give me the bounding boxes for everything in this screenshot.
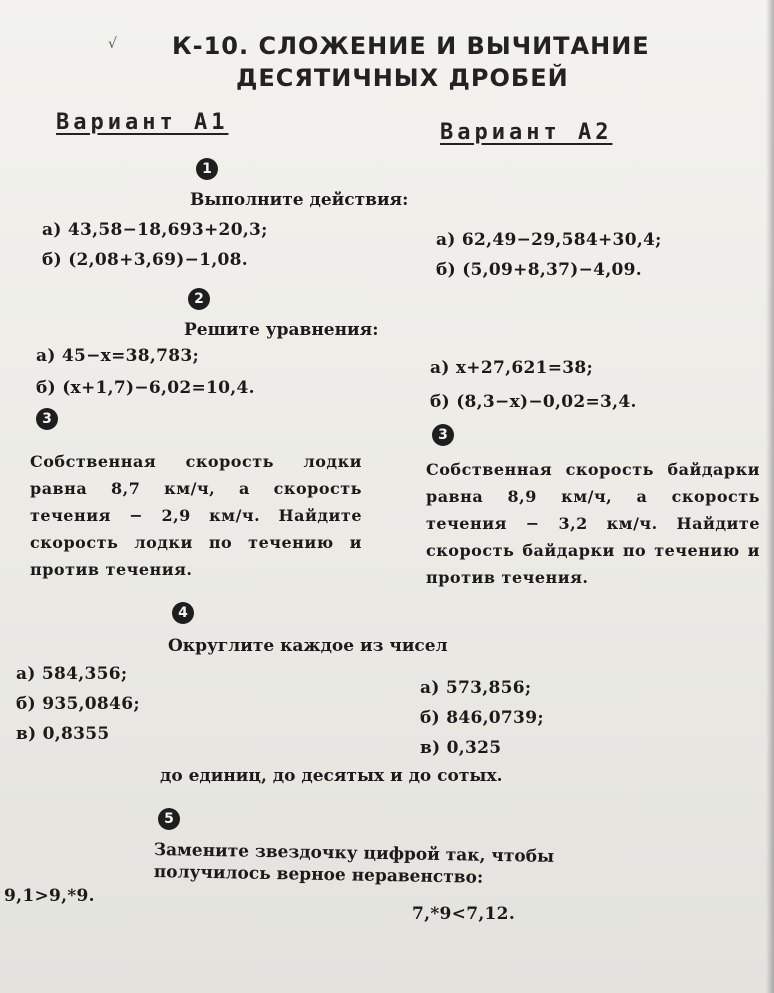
page-shadow-edge [766,0,774,993]
task1-heading: Выполните действия: [190,190,409,210]
task4-a1-item-b: б) 935,0846; [16,694,140,714]
task2-a1-item-b: б) (x+1,7)−6,02=10,4. [36,378,255,398]
task5-number-badge: 5 [158,808,180,830]
task2-number-badge: 2 [188,288,210,310]
task5-heading-line1: Замените звездочку цифрой так, чтобы [153,840,555,867]
task1-a2-item-a: а) 62,49−29,584+30,4; [436,230,662,250]
variant-a2-heading: Вариант А2 [440,120,613,145]
task4-a2-item-c: в) 0,325 [420,738,502,758]
task4-footer: до единиц, до десятых и до сотых. [160,766,503,786]
task5-a2-inequality: 7,*9<7,12. [412,904,516,924]
task3-a1-problem-text: Собственная скорость лодки равна 8,7 км/ч, а скорость течения − 2,9 км/ч. Найдите скорость лодки по течению и против течения. [30,452,362,579]
task2-a1-item-a: а) 45−x=38,783; [36,346,200,366]
task1-a1-item-a: а) 43,58−18,693+20,3; [42,220,268,240]
page-title-line1: К-10. СЛОЖЕНИЕ И ВЫЧИТАНИЕ [172,32,650,60]
task1-a2-item-b: б) (5,09+8,37)−4,09. [436,260,643,280]
task5-heading-line2: получилось верное неравенство: [153,862,484,888]
task4-a1-item-a: а) 584,356; [16,664,128,684]
task4-a1-item-c: в) 0,8355 [16,724,110,744]
task4-heading: Округлите каждое из чисел [168,636,448,656]
task4-number-badge: 4 [172,602,194,624]
task4-a2-item-b: б) 846,0739; [420,708,544,728]
task5-a1-inequality: 9,1>9,*9. [4,886,95,906]
variant-a1-heading: Вариант А1 [56,110,229,135]
task1-number-badge: 1 [196,158,218,180]
task2-a2-item-b: б) (8,3−x)−0,02=3,4. [430,392,637,412]
task3-a1-number-badge: 3 [36,408,58,430]
task3-a2-number-badge: 3 [432,424,454,446]
page-title-line2: ДЕСЯТИЧНЫХ ДРОБЕЙ [236,64,569,92]
task2-a2-item-a: а) x+27,621=38; [430,358,594,378]
task4-a2-item-a: а) 573,856; [420,678,532,698]
task1-a1-item-b: б) (2,08+3,69)−1,08. [42,250,249,270]
pen-check-mark: √ [108,36,117,52]
task3-a2-problem-text: Собственная скорость байдарки равна 8,9 км/ч, а скорость течения − 3,2 км/ч. Найдите скорость байдарки по течению и против течения. [426,460,760,587]
task2-heading: Решите уравнения: [184,320,379,340]
